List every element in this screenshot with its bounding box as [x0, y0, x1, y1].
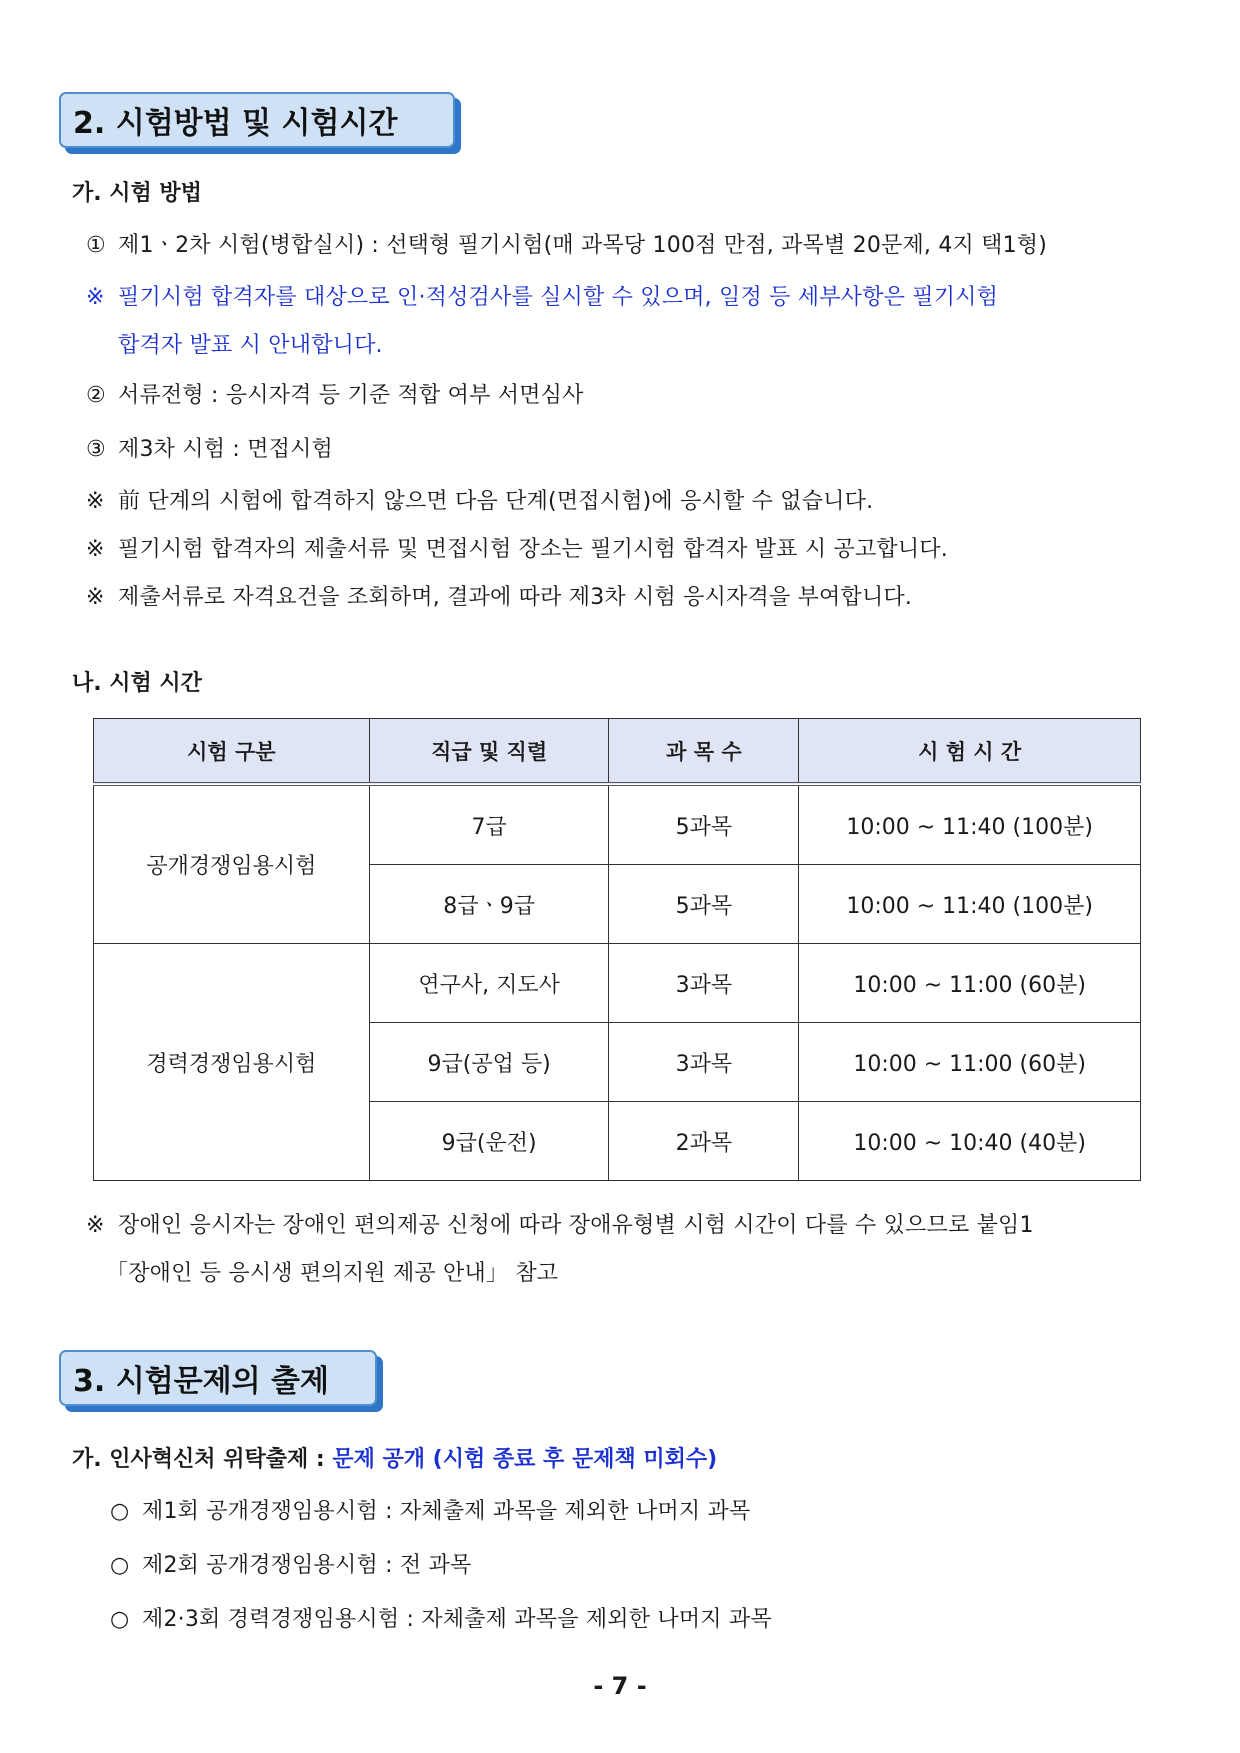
table-header-row: [94, 719, 1141, 785]
note-text: 「장애인 등 응시생 편의지원 제공 안내」 참고: [106, 1261, 559, 1286]
cell-subjects: 3과목: [609, 1023, 799, 1102]
item-text: 제2·3회 경력경쟁임용시험 : 자체출제 과목을 제외한 나머지 과목: [142, 1607, 772, 1632]
outsourced-item-2: [110, 1548, 471, 1579]
method-note-1-cont: [118, 328, 383, 359]
method-item-1: [86, 228, 1047, 259]
circle-bullet-icon: ○: [110, 1607, 130, 1632]
subheading-prefix: 가. 인사혁신처 위탁출제 :: [72, 1447, 333, 1472]
outsourced-item-3: [110, 1602, 772, 1633]
cell-subjects: 3과목: [609, 944, 799, 1023]
note-text: 前 단계의 시험에 합격하지 않으면 다음 단계(면접시험)에 응시할 수 없습니다.: [118, 489, 874, 514]
cell-subjects: 2과목: [609, 1102, 799, 1181]
note-text: 장애인 응시자는 장애인 편의제공 신청에 따라 장애유형별 시험 시간이 다를 수 있으므로 붙임1: [118, 1213, 1034, 1238]
circle-bullet-icon: ○: [110, 1499, 130, 1524]
outsourced-item-1: [110, 1494, 750, 1525]
circle-bullet-icon: ○: [110, 1553, 130, 1578]
section-2-title: 2. 시험방법 및 시험시간: [59, 92, 455, 148]
item-text: 제1ㆍ2차 시험(병합실시) : 선택형 필기시험(매 과목당 100점 만점, 과목별 20문제, 4지 택1형): [118, 233, 1048, 258]
method-note-4: [86, 580, 912, 611]
table-note-cont: [106, 1256, 558, 1287]
page-number: - 7 -: [593, 1672, 647, 1700]
table-row: [94, 784, 1141, 865]
item-text: 서류전형 : 응시자격 등 기준 적합 여부 서면심사: [118, 383, 584, 408]
header-exam-time: 시 험 시 간: [799, 719, 1141, 785]
cell-time: 10:00 ~ 11:40 (100분): [799, 865, 1141, 944]
group-name-career: 경력경쟁임용시험: [94, 944, 370, 1181]
note-marker: ※: [86, 1213, 105, 1238]
cell-subjects: 5과목: [609, 865, 799, 944]
cell-grade: 연구사, 지도사: [369, 944, 609, 1023]
cell-time: 10:00 ~ 11:00 (60분): [799, 1023, 1141, 1102]
cell-grade: 9급(공업 등): [369, 1023, 609, 1102]
item-marker: ③: [86, 437, 106, 462]
subheading-exam-time: 나. 시험 시간: [72, 671, 202, 696]
method-item-2: [86, 378, 584, 409]
method-note-1: [86, 280, 998, 311]
note-text: 합격자 발표 시 안내합니다.: [118, 333, 383, 358]
table-note: [86, 1208, 1034, 1239]
item-text: 제2회 공개경쟁임용시험 : 전 과목: [142, 1553, 472, 1578]
subheading-exam-method: 가. 시험 방법: [72, 181, 202, 206]
cell-grade: 9급(운전): [369, 1102, 609, 1181]
note-marker: ※: [86, 489, 105, 514]
note-marker: ※: [86, 285, 105, 310]
note-marker: ※: [86, 585, 105, 610]
item-marker: ②: [86, 383, 106, 408]
subheading-highlight: 문제 공개 (시험 종료 후 문제책 미회수): [332, 1447, 718, 1472]
cell-subjects: 5과목: [609, 784, 799, 865]
table-row: [94, 944, 1141, 1023]
item-marker: ①: [86, 233, 106, 258]
cell-time: 10:00 ~ 11:00 (60분): [799, 944, 1141, 1023]
cell-grade: 8급ㆍ9급: [369, 865, 609, 944]
cell-time: 10:00 ~ 10:40 (40분): [799, 1102, 1141, 1181]
item-text: 제3차 시험 : 면접시험: [118, 437, 334, 462]
method-item-3: [86, 432, 333, 463]
cell-grade: 7급: [369, 784, 609, 865]
note-marker: ※: [86, 537, 105, 562]
method-note-2: [86, 484, 873, 515]
group-name-open: 공개경쟁임용시험: [94, 784, 370, 944]
item-text: 제1회 공개경쟁임용시험 : 자체출제 과목을 제외한 나머지 과목: [142, 1499, 751, 1524]
note-text: 제출서류로 자격요건을 조회하며, 결과에 따라 제3차 시험 응시자격을 부여합니다.: [118, 585, 913, 610]
exam-time-table: [93, 718, 1141, 1181]
cell-time: 10:00 ~ 11:40 (100분): [799, 784, 1141, 865]
header-exam-type: 시험 구분: [94, 719, 370, 785]
header-grade: 직급 및 직렬: [369, 719, 609, 785]
note-text: 필기시험 합격자를 대상으로 인·적성검사를 실시할 수 있으며, 일정 등 세부사항은 필기시험: [118, 285, 999, 310]
method-note-3: [86, 532, 948, 563]
note-text: 필기시험 합격자의 제출서류 및 면접시험 장소는 필기시험 합격자 발표 시 공고합니다.: [118, 537, 948, 562]
header-subject-count: 과 목 수: [609, 719, 799, 785]
section-3-title: 3. 시험문제의 출제: [59, 1350, 377, 1406]
subheading-outsourced: [72, 1442, 717, 1473]
